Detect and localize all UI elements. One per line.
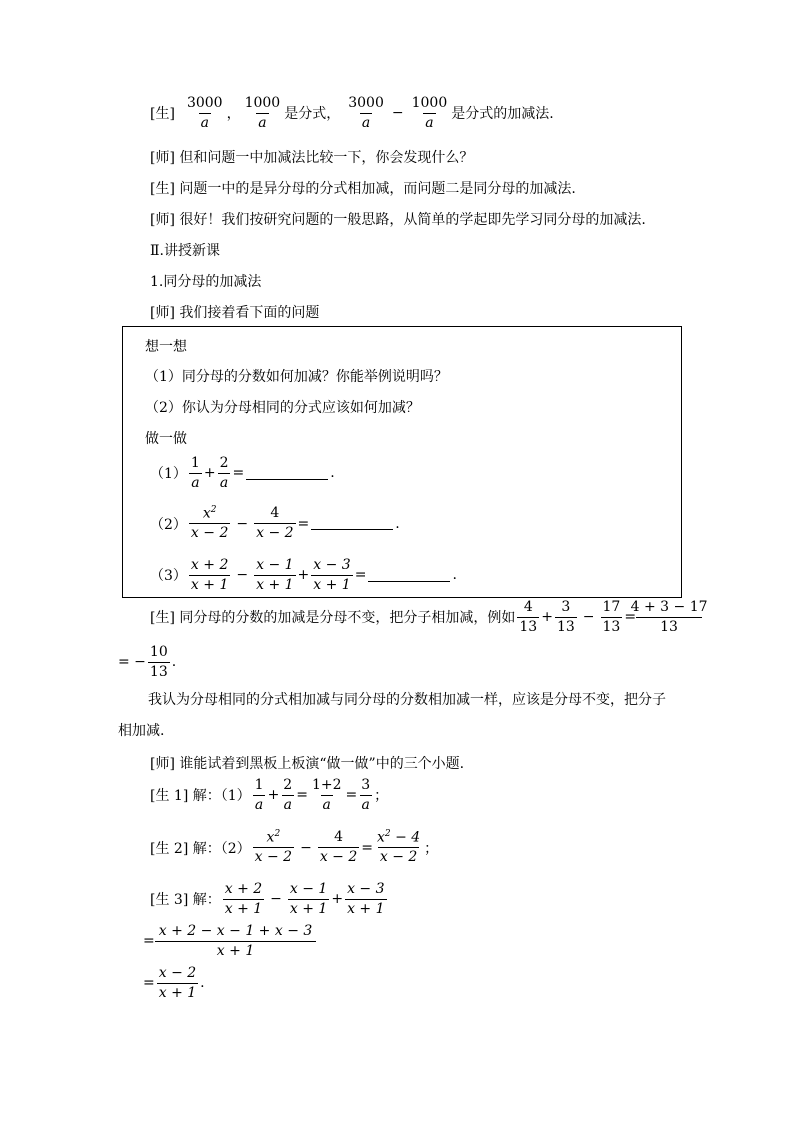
- exercise-3: （3） $\frac{x + 2}{x + 1}$ − $\frac{x - 1}{x + 1}$ + $\frac{x - 3}{x + 1}$ = .: [150, 557, 457, 593]
- fraction: $\frac{3}{13}$: [556, 599, 575, 635]
- answer-blank[interactable]: [311, 517, 393, 530]
- exercise-2: （2） $\frac{x^2}{x - 2}$ − $\frac{4}{x - 2}$ = .: [150, 505, 400, 542]
- line-3: [生] 问题一中的是异分母的分式相加减，而问题二是同分母的加减法.: [150, 181, 576, 197]
- fraction: $\frac{1000}{a}$: [244, 95, 281, 131]
- paragraph-example-result: = − $\frac{10}{13}$ .: [118, 644, 177, 680]
- fraction: $\frac{x + 2}{x + 1}$: [190, 557, 229, 593]
- fraction: $\frac{4}{13}$: [519, 599, 538, 635]
- answer-blank[interactable]: [246, 467, 328, 480]
- exercise-1: （1） $\frac{1}{a}$ + $\frac{2}{a}$ = .: [150, 455, 335, 491]
- speaker-tag: [生]: [150, 106, 175, 123]
- fraction: $\frac{4}{x - 2}$: [319, 829, 358, 866]
- fraction: $\frac{3000}{a}$: [348, 95, 384, 131]
- box-question-1: （1）同分母的分数如何加减？你能举例说明吗？: [145, 369, 448, 385]
- paragraph-2b: 相加减.: [118, 723, 165, 739]
- fraction: $\frac{x - 1}{x + 1}$: [256, 557, 294, 593]
- solution-2: [生 2] 解：（2） $\frac{x^2}{x - 2}$ − $\frac{4}{x - 2}$ = $\frac{x^2 - 4}{x - 2}$ ；: [150, 829, 439, 866]
- box-title-think: 想一想: [145, 339, 187, 355]
- fraction: $\frac{1000}{a}$: [411, 95, 448, 131]
- fraction: $\frac{17}{13}$: [602, 599, 621, 635]
- line-1: [生] $\frac{3000}{a}$ ， $\frac{1000}{a}$ 是分式， $\frac{3000}{a}$ − $\frac{1000}{a}$ 是分式的加减法.: [150, 95, 554, 131]
- paragraph-example: [生] 同分母的分数的加减是分母不变，把分子相加减，例如 $\frac{4}{13}$ + $\frac{3}{13}$ − $\frac{17}{13}$ = $\frac{4 + 3 - 17}{13}$: [150, 599, 708, 635]
- box-title-do: 做一做: [145, 431, 187, 447]
- fraction: $\frac{x^2}{x - 2}$: [190, 505, 229, 542]
- fraction: $\frac{2}{a}$: [219, 455, 229, 491]
- line-2: [师] 但和问题一中加减法比较一下，你会发现什么？: [150, 150, 474, 166]
- solution-1: [生 1] 解：（1） $\frac{1}{a}$ + $\frac{2}{a}$ = $\frac{1+2}{a}$ = $\frac{3}{a}$ ；: [150, 777, 389, 813]
- section-heading: Ⅱ.讲授新课: [150, 243, 220, 259]
- paragraph-2a: 我认为分母相同的分式相加减与同分母的分数相加减一样，应该是分母不变，把分子: [148, 692, 666, 708]
- fraction: $\frac{x^2}{x - 2}$: [254, 829, 293, 866]
- fraction: $\frac{1}{a}$: [254, 777, 264, 813]
- fraction: $\frac{3}{a}$: [361, 777, 371, 813]
- solution-3-step-2: = $\frac{x + 2 - x - 1 + x - 3}{x + 1}$: [143, 924, 316, 958]
- fraction: $\frac{1}{a}$: [190, 455, 200, 491]
- fraction: $\frac{4 + 3 - 17}{13}$: [630, 599, 708, 635]
- answer-blank[interactable]: [368, 569, 450, 582]
- fraction: $\frac{1+2}{a}$: [311, 777, 342, 813]
- solution-3-step-3: = $\frac{x - 2}{x + 1}$ .: [143, 965, 205, 1001]
- fraction: $\frac{x + 2 - x - 1 + x - 3}{x + 1}$: [157, 924, 315, 958]
- fraction: $\frac{x - 3}{x + 1}$: [313, 557, 351, 593]
- box-question-2: （2）你认为分母相同的分式应该如何加减？: [145, 400, 420, 416]
- solution-3: [生 3] 解： $\frac{x + 2}{x + 1}$ − $\frac{x - 1}{x + 1}$ + $\frac{x - 3}{x + 1}$: [150, 881, 385, 917]
- subsection-heading: 1.同分母的加减法: [150, 274, 262, 290]
- fraction: $\frac{4}{x - 2}$: [256, 505, 294, 542]
- fraction: $\frac{x + 2}{x + 1}$: [224, 881, 263, 917]
- fraction: $\frac{x - 3}{x + 1}$: [347, 881, 385, 917]
- fraction: $\frac{x^2 - 4}{x - 2}$: [376, 829, 421, 866]
- fraction: $\frac{2}{a}$: [283, 777, 293, 813]
- fraction: $\frac{x - 2}{x + 1}$: [158, 965, 197, 1001]
- line-4: [师] 很好！我们按研究问题的一般思路，从简单的学起即先学习同分母的加减法.: [150, 212, 646, 228]
- fraction: $\frac{10}{13}$: [149, 644, 168, 680]
- fraction: $\frac{x - 1}{x + 1}$: [289, 881, 328, 917]
- line-7: [师] 我们接着看下面的问题: [150, 305, 320, 321]
- fraction: $\frac{3000}{a}$: [186, 95, 223, 131]
- paragraph-3: [师] 谁能试着到黑板上板演“做一做”中的三个小题.: [150, 756, 465, 772]
